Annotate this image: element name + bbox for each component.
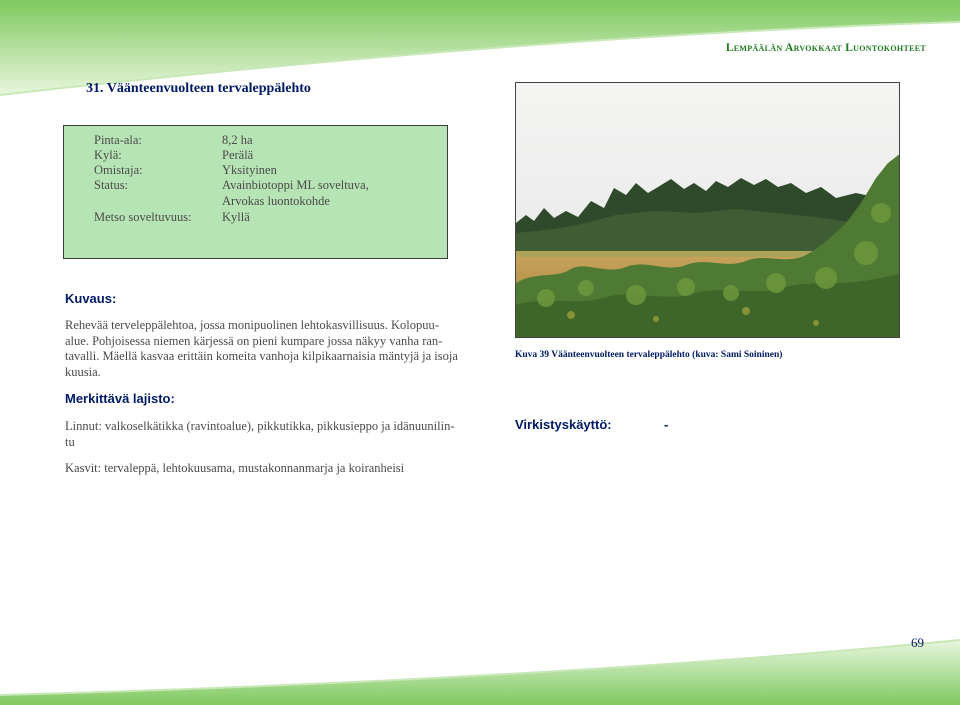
landscape-photo xyxy=(515,82,900,338)
owner-value: Yksityinen xyxy=(222,163,277,177)
area-value: 8,2 ha xyxy=(222,133,253,147)
status-label: Status: xyxy=(94,178,129,192)
owner-label: Omistaja: xyxy=(94,163,143,177)
status-value-line2: Arvokas luontokohde xyxy=(222,194,330,208)
birds-line: tu xyxy=(65,434,75,449)
recreation-value: - xyxy=(664,417,669,432)
description-line: kuusia. xyxy=(65,364,101,379)
birds-line: Linnut: valkoselkätikka (ravintoalue), pikkutikka, pikkusieppo ja idänuunilin- xyxy=(65,419,455,433)
forest-field-image xyxy=(516,83,900,338)
species-heading: Merkittävä lajisto: xyxy=(65,391,175,406)
page-number: 69 xyxy=(911,635,924,650)
info-box xyxy=(63,125,448,259)
metso-value: Kyllä xyxy=(222,210,250,224)
description-heading: Kuvaus: xyxy=(65,291,117,306)
birds-text xyxy=(65,419,475,450)
village-label: Kylä: xyxy=(94,148,122,162)
series-title: Lempäälän Arvokkaat Luontokohteet xyxy=(725,42,926,54)
page-heading: 31. Väänteenvuolteen tervaleppälehto xyxy=(86,81,311,96)
photo-caption: Kuva 39 Väänteenvuolteen tervaleppälehto (kuva: Sami Soininen) xyxy=(515,350,783,360)
description-text xyxy=(65,318,475,380)
area-label: Pinta-ala: xyxy=(94,133,142,147)
bottom-decorative-band xyxy=(0,625,960,705)
status-value-line1: Avainbiotoppi ML soveltuva, xyxy=(222,178,369,192)
recreation-label: Virkistyskäyttö: xyxy=(515,417,612,432)
plants-text: Kasvit: tervaleppä, lehtokuusama, mustakonnanmarja ja koiranheisi xyxy=(65,461,405,475)
description-line: Rehevää terveleppälehtoa, jossa monipuolinen lehtokasvillisuus. Kolopuu- xyxy=(65,318,439,332)
metso-label: Metso soveltuvuus: xyxy=(94,210,192,224)
description-line: alue. Pohjoisessa niemen kärjessä on pieni kumpare jossa näkyy vanha ran- xyxy=(65,333,443,348)
village-value: Perälä xyxy=(222,148,254,162)
description-line: tavalli. Mäellä kasvaa erittäin komeita vanhoja kilpikaarnaisia mäntyjä ja isoja xyxy=(65,349,458,363)
